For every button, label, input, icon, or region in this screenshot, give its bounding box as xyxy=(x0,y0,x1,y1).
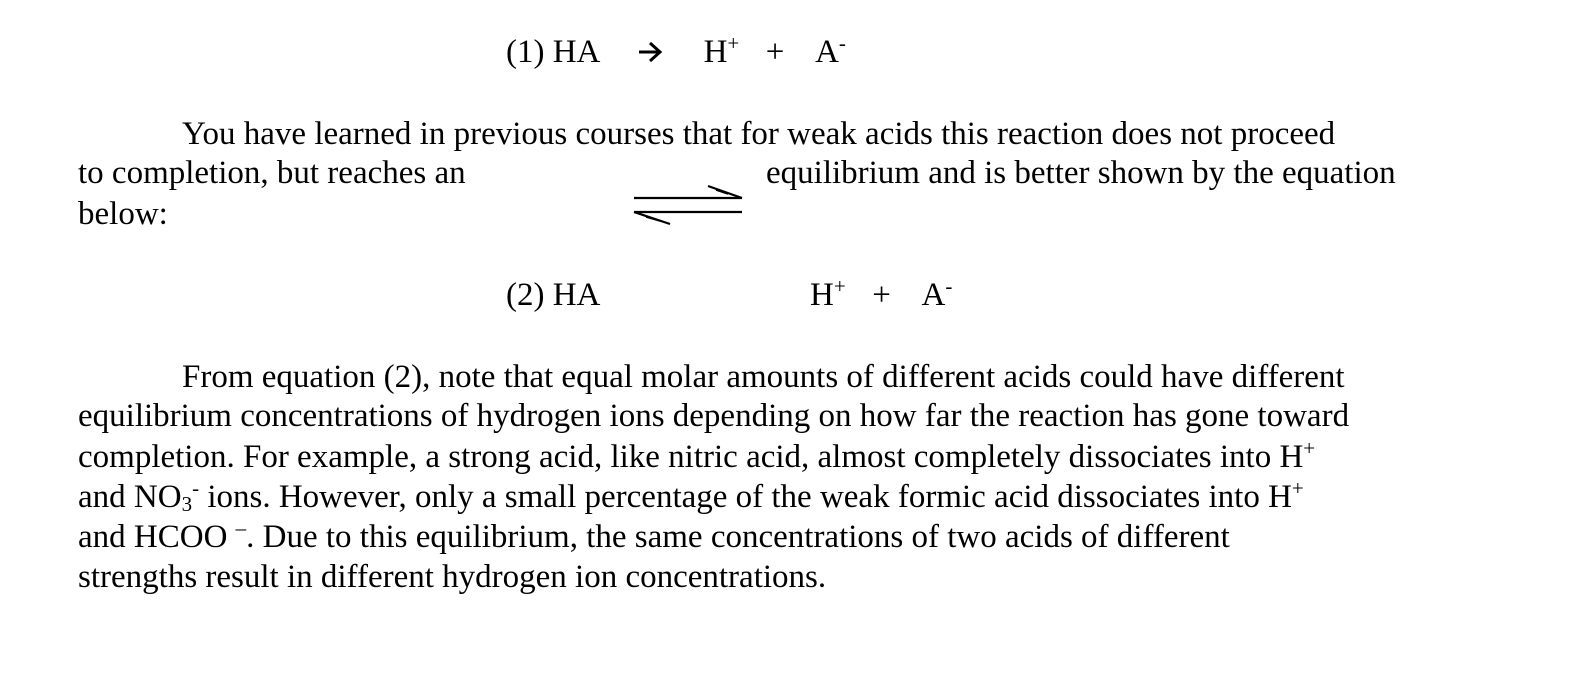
paragraph-1-line-1: You have learned in previous courses that for weak acids this reaction does not proceed xyxy=(182,116,1336,152)
equilibrium-arrows-icon xyxy=(632,184,746,237)
paragraph-2-line-6: strengths result in different hydrogen ion concentrations. xyxy=(78,559,827,595)
paragraph-2-line-1: From equation (2), note that equal molar amounts of different acids could have different xyxy=(182,359,1345,395)
equation-2-label: (2) HA xyxy=(506,277,601,313)
equation-1 xyxy=(506,32,846,74)
paragraph-1-line-2-right: equilibrium and is better shown by the equation xyxy=(766,155,1396,191)
paragraph-2-line-5: and HCOO –. Due to this equilibrium, the same concentrations of two acids of different xyxy=(78,516,1230,555)
equation-1-h: H+ xyxy=(703,31,740,70)
equation-2-products xyxy=(810,275,952,315)
equation-1-label: (1) HA xyxy=(506,34,599,70)
equation-2-h: H+ xyxy=(810,274,846,313)
paragraph-2-line-4: and $NO_3^-$ ions. However, only a small percentage of the weak formic acid dissociates into H+ xyxy=(78,476,1304,516)
equation-2-a: A- xyxy=(921,274,953,313)
equation-2-plus: + xyxy=(872,277,891,313)
paragraph-1-line-2-left: to completion, but reaches an xyxy=(78,155,466,191)
paragraph-2-line-2: equilibrium concentrations of hydrogen ions depending on how far the reaction has gone toward xyxy=(78,398,1350,434)
paragraph-1-line-3: below: xyxy=(78,196,168,232)
right-arrow-icon xyxy=(637,34,663,74)
equation-1-plus: + xyxy=(765,34,785,70)
equation-1-a: A- xyxy=(815,31,846,70)
paragraph-2-line-3: completion. For example, a strong acid, like nitric acid, almost completely dissociates into H+ xyxy=(78,436,1316,475)
